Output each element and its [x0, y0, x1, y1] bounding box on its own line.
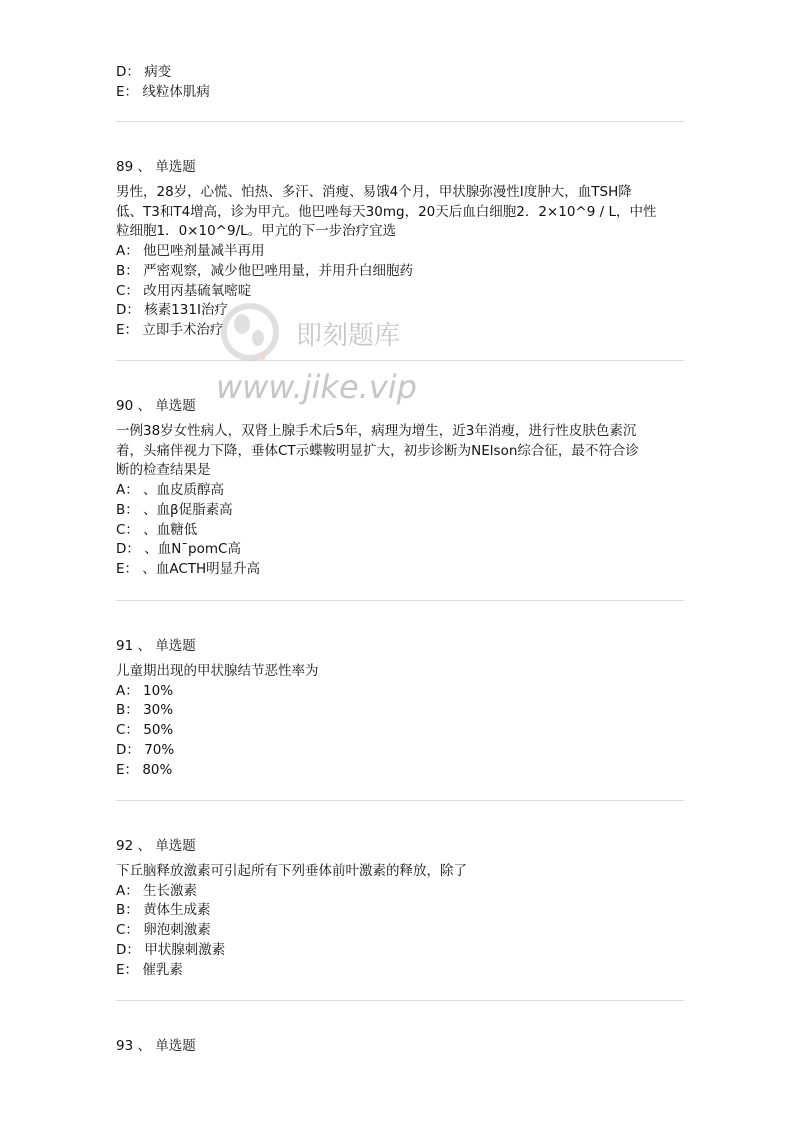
- question-type: 、 单选题: [137, 838, 196, 854]
- question-stem-line: 下丘脑释放激素可引起所有下列垂体前叶激素的释放，除了: [116, 863, 467, 879]
- option-text: 70%: [144, 741, 175, 758]
- question-divider: [116, 121, 684, 122]
- option-text: 、血皮质醇高: [143, 482, 225, 499]
- option-text: 、血N¯pomC高: [144, 541, 241, 558]
- option-text: 催乳素: [142, 961, 183, 978]
- question-header: [116, 836, 688, 856]
- option-letter: D：: [116, 941, 140, 958]
- option-letter: E：: [116, 761, 139, 778]
- option-b: [116, 262, 688, 282]
- option-d: [116, 301, 688, 321]
- question-89: [116, 157, 688, 341]
- option-text: 、血ACTH明显升高: [142, 560, 261, 577]
- option-text: 30%: [143, 702, 174, 719]
- option-letter: E：: [116, 83, 139, 100]
- question-stem-line: 断的检查结果是: [116, 462, 211, 479]
- option-letter: B：: [116, 262, 139, 279]
- option-letter: E：: [116, 321, 139, 338]
- question-number: 89: [116, 159, 134, 175]
- question-93: [116, 1036, 688, 1056]
- option-e: [116, 761, 688, 781]
- option-text: 严密观察，减少他巴唑用量，并用升白细胞药: [143, 262, 414, 279]
- question-stem-line: 一例38岁女性病人，双肾上腺手术后5年，病理为增生，近3年消瘦，进行性皮肤色素沉: [116, 423, 637, 439]
- option-c: [116, 721, 688, 741]
- option-letter: B：: [116, 902, 139, 919]
- question-type: 、 单选题: [137, 638, 196, 654]
- option-letter: A：: [116, 482, 139, 499]
- option-c: [116, 921, 688, 941]
- option-letter: C：: [116, 282, 139, 299]
- question-header: [116, 1036, 688, 1056]
- option-text: 50%: [143, 722, 174, 739]
- question-stem-line: 粒细胞1．0×10^9/L。甲亢的下一步治疗宜选: [116, 223, 397, 240]
- option-letter: A：: [116, 243, 139, 260]
- question-88-fragment: [116, 63, 688, 102]
- option-c: [116, 521, 688, 541]
- option-text: 甲状腺刺激素: [144, 941, 226, 958]
- question-type: 、 单选题: [137, 1038, 196, 1054]
- option-b: [116, 701, 688, 721]
- question-number: 90: [116, 398, 134, 414]
- option-letter: E：: [116, 961, 139, 978]
- question-divider: [116, 360, 684, 361]
- option-a: [116, 481, 688, 501]
- option-letter: B：: [116, 501, 139, 518]
- question-header: [116, 636, 688, 656]
- question-91: [116, 636, 688, 780]
- option-letter: C：: [116, 922, 139, 939]
- option-d: [116, 63, 688, 83]
- question-divider: [116, 800, 684, 801]
- question-type: 、 单选题: [137, 159, 196, 175]
- option-text: 80%: [142, 761, 173, 778]
- option-b: [116, 901, 688, 921]
- option-a: [116, 882, 688, 902]
- watermark-brand: 即刻题库: [296, 321, 401, 351]
- option-e: [116, 321, 688, 341]
- question-number: 91: [116, 638, 134, 654]
- option-letter: D：: [116, 64, 140, 80]
- option-text: 、血糖低: [143, 521, 198, 538]
- option-letter: B：: [116, 702, 139, 719]
- option-letter: D：: [116, 741, 140, 758]
- option-a: [116, 682, 688, 702]
- option-text: 线粒体肌病: [142, 83, 210, 100]
- option-text: 核素131I治疗: [144, 302, 228, 319]
- option-text: 改用丙基硫氧嘧啶: [143, 282, 252, 299]
- question-number: 93: [116, 1038, 134, 1054]
- option-letter: D：: [116, 302, 140, 319]
- question-90: [116, 396, 688, 580]
- option-text: 、血β促脂素高: [143, 501, 233, 518]
- question-type: 、 单选题: [137, 398, 196, 414]
- option-text: 生长激素: [143, 882, 198, 899]
- option-letter: D：: [116, 541, 140, 558]
- option-e: [116, 83, 688, 103]
- option-text: 卵泡刺激素: [143, 922, 211, 939]
- question-divider: [116, 600, 684, 601]
- option-e: [116, 560, 688, 580]
- option-d: [116, 540, 688, 560]
- question-stem-line: 着，头痛伴视力下降，垂体CT示蝶鞍明显扩大，初步诊断为NElson综合征，最不符合诊: [116, 442, 639, 459]
- option-text: 10%: [143, 682, 174, 699]
- question-stem-line: 男性，28岁，心慌、怕热、多汗、消瘦、易饿4个月，甲状腺弥漫性I度肿大，血TSH降: [116, 184, 632, 200]
- option-letter: E：: [116, 560, 139, 577]
- question-number: 92: [116, 838, 134, 854]
- option-text: 黄体生成素: [143, 902, 211, 919]
- question-stem-line: 低、T3和T4增高，诊为甲亢。他巴唑每天30mg，20天后血白细胞2．2×10^9 / L，中性: [116, 203, 657, 220]
- option-letter: A：: [116, 882, 139, 899]
- option-d: [116, 941, 688, 961]
- option-text: 病变: [144, 64, 172, 80]
- question-92: [116, 836, 688, 980]
- watermark-url: www.jike.vip: [216, 368, 417, 406]
- question-divider: [116, 1000, 684, 1001]
- question-header: [116, 396, 688, 416]
- option-letter: A：: [116, 682, 139, 699]
- option-text: 立即手术治疗: [142, 321, 224, 338]
- question-header: [116, 157, 688, 177]
- option-text: 他巴唑剂量减半再用: [143, 243, 265, 260]
- option-c: [116, 282, 688, 302]
- option-d: [116, 741, 688, 761]
- option-letter: C：: [116, 722, 139, 739]
- option-letter: C：: [116, 521, 139, 538]
- option-b: [116, 501, 688, 521]
- option-a: [116, 242, 688, 262]
- option-e: [116, 961, 688, 981]
- question-stem-line: 儿童期出现的甲状腺结节恶性率为: [116, 663, 319, 679]
